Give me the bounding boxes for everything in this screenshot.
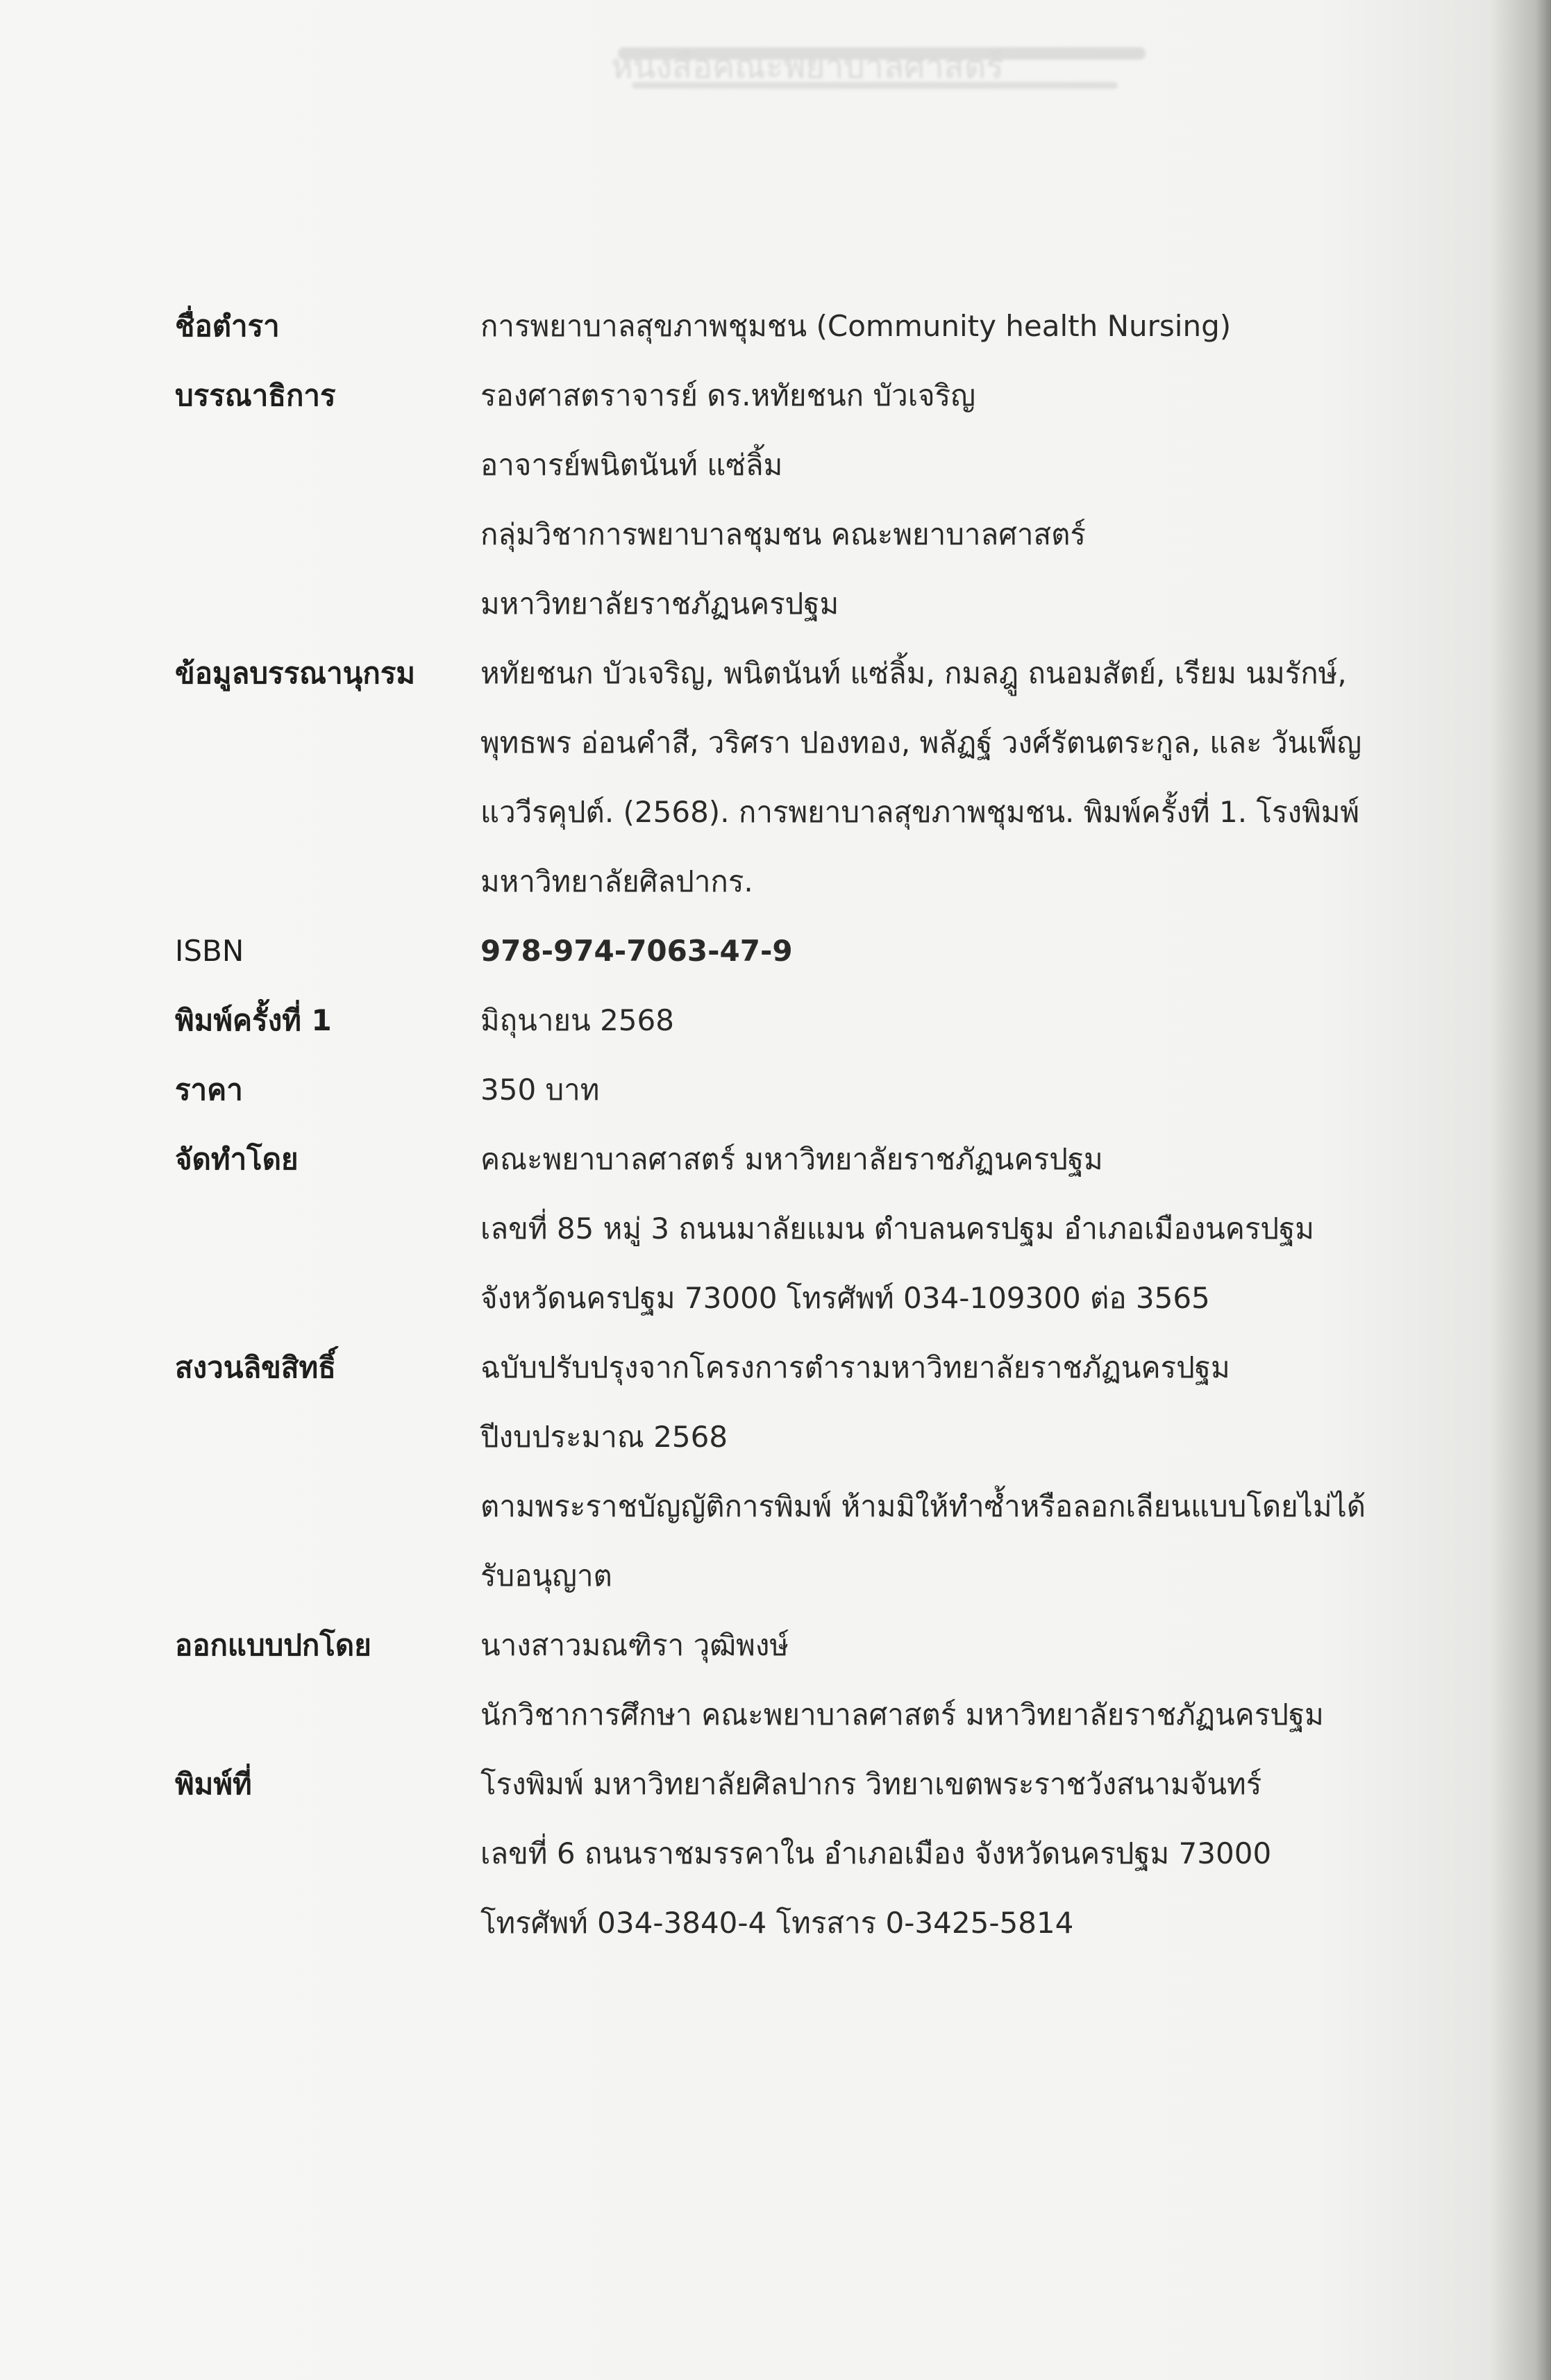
value-line: หทัยชนก บัวเจริญ, พนิตนันท์ แซ่ลิ้ม, กมลฎู ถนอมสัตย์, เรียม นมรักษ์, — [480, 656, 1347, 690]
value-line: โรงพิมพ์ มหาวิทยาลัยศิลปากร วิทยาเขตพระราชวังสนามจันทร์ — [480, 1767, 1262, 1801]
row-price — [175, 1055, 1397, 1125]
row-edition — [175, 986, 1397, 1055]
value-line: พุทธพร อ่อนคำสี, วริศรา ปองทอง, พลัฏฐ์ วงศ์รัตนตระกูล, และ วันเพ็ญ — [480, 726, 1362, 760]
value-line: โทรศัพท์ 034-3840-4 โทรสาร 0-3425-5814 — [480, 1906, 1074, 1940]
value-line: รองศาสตราจารย์ ดร.หทัยชนก บัวเจริญ — [480, 378, 976, 412]
label-bibliography: ข้อมูลบรรณานุกรม — [175, 656, 416, 690]
label-printer: พิมพ์ที่ — [175, 1767, 252, 1801]
value-line: มิถุนายน 2568 — [480, 1003, 674, 1037]
value-copyright — [480, 1333, 1397, 1611]
value-line: 350 บาท — [480, 1073, 600, 1107]
value-line: อาจารย์พนิตนันท์ แซ่ลิ้ม — [480, 448, 783, 482]
value-line: มหาวิทยาลัยศิลปากร. — [480, 864, 753, 898]
row-editors — [175, 361, 1397, 639]
value-title — [480, 292, 1397, 361]
label-copyright: สงวนลิขสิทธิ์ — [175, 1350, 336, 1384]
value-price — [480, 1055, 1397, 1125]
label-editors: บรรณาธิการ — [175, 378, 336, 412]
value-line: ตามพระราชบัญญัติการพิมพ์ ห้ามมิให้ทำซ้ำหรือลอกเลียนแบบโดยไม่ได้ — [480, 1489, 1366, 1523]
colophon-table — [175, 292, 1397, 1958]
value-edition — [480, 986, 1397, 1055]
value-printer — [480, 1750, 1397, 1958]
bleed-through-text — [604, 19, 1173, 124]
value-line: เลขที่ 85 หมู่ 3 ถนนมาลัยแมน ตำบลนครปฐม อำเภอเมืองนครปฐม — [480, 1212, 1314, 1246]
row-isbn — [175, 916, 1397, 986]
value-line: การพยาบาลสุขภาพชุมชน (Community health Nursing) — [480, 309, 1232, 343]
value-cover-design — [480, 1611, 1397, 1750]
value-bibliography — [480, 639, 1397, 916]
value-isbn — [480, 916, 1397, 986]
value-line: ปีงบประมาณ 2568 — [480, 1420, 728, 1454]
row-cover-design — [175, 1611, 1397, 1750]
value-line: เลขที่ 6 ถนนราชมรรคาใน อำเภอเมือง จังหวัดนครปฐม 73000 — [480, 1836, 1272, 1870]
row-producer — [175, 1125, 1397, 1333]
value-producer — [480, 1125, 1397, 1333]
value-line: นักวิชาการศึกษา คณะพยาบาลศาสตร์ มหาวิทยาลัยราชภัฏนครปฐม — [480, 1698, 1324, 1732]
label-price: ราคา — [175, 1073, 243, 1107]
value-line: 978-974-7063-47-9 — [480, 934, 793, 968]
value-line: จังหวัดนครปฐม 73000 โทรศัพท์ 034-109300 ต่อ 3565 — [480, 1281, 1210, 1315]
label-title: ชื่อตำรา — [175, 309, 280, 343]
row-copyright — [175, 1333, 1397, 1611]
value-line: มหาวิทยาลัยราชภัฏนครปฐม — [480, 587, 839, 621]
value-editors — [480, 361, 1397, 639]
row-bibliography — [175, 639, 1397, 916]
bleed-through-label: หนังสือคณะพยาบาลศาสตร์ — [611, 47, 1004, 86]
value-line: ฉบับปรับปรุงจากโครงการตำรามหาวิทยาลัยราชภัฏนครปฐม — [480, 1350, 1230, 1384]
label-cover-design: ออกแบบปกโดย — [175, 1628, 371, 1662]
label-producer: จัดทำโดย — [175, 1142, 299, 1176]
row-title — [175, 292, 1397, 361]
value-line: แววีรคุปต์. (2568). การพยาบาลสุขภาพชุมชน. พิมพ์ครั้งที่ 1. โรงพิมพ์ — [480, 795, 1360, 829]
value-line: กลุ่มวิชาการพยาบาลชุมชน คณะพยาบาลศาสตร์ — [480, 517, 1086, 551]
label-edition: พิมพ์ครั้งที่ 1 — [175, 1003, 332, 1037]
value-line: รับอนุญาต — [480, 1559, 612, 1593]
row-printer — [175, 1750, 1397, 1958]
label-isbn: ISBN — [175, 934, 244, 968]
value-line: นางสาวมณฑิรา วุฒิพงษ์ — [480, 1628, 789, 1662]
value-line: คณะพยาบาลศาสตร์ มหาวิทยาลัยราชภัฏนครปฐม — [480, 1142, 1103, 1176]
